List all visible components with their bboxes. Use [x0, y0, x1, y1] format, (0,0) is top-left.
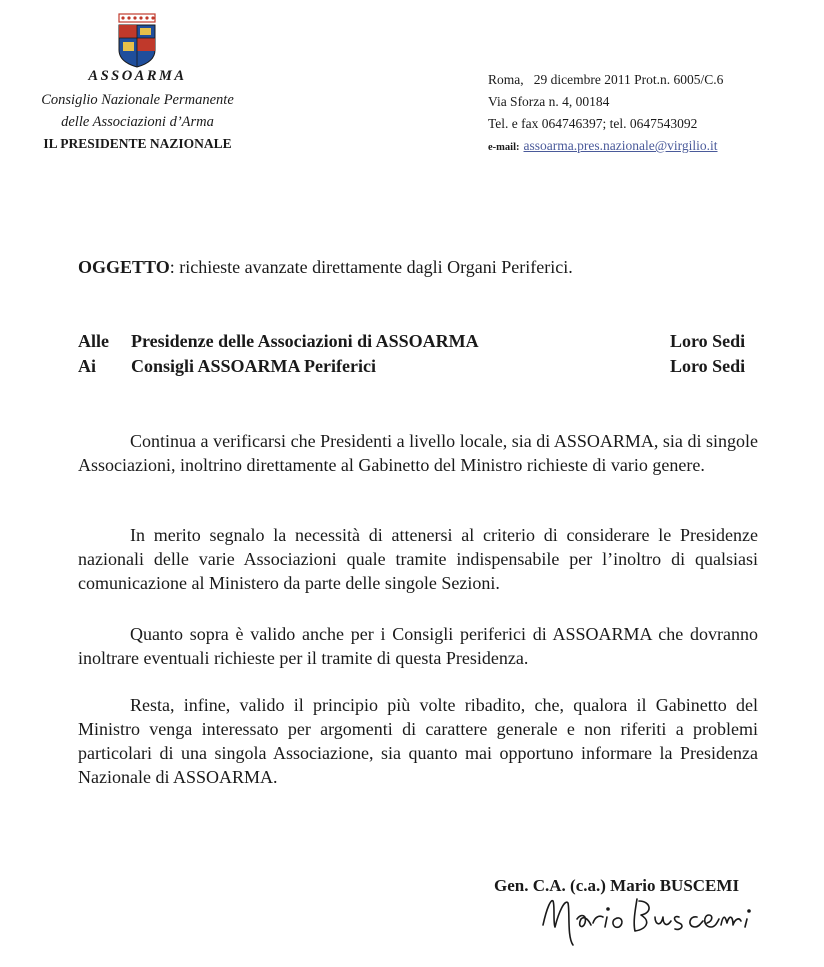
coat-of-arms-icon	[113, 12, 161, 68]
body-paragraph-1: Continua a verificarsi che Presidenti a livello locale, sia di ASSOARMA, sia di singole Associazioni, inoltrino direttamente al Gabinetto del Ministro richieste di vario genere.	[78, 431, 758, 475]
organization-role: IL PRESIDENTE NAZIONALE	[43, 136, 232, 151]
organization-subtitle-2: delle Associazioni d’Arma	[61, 114, 214, 130]
organization-name: ASSOARMA	[88, 68, 187, 84]
recipient-destination: Loro Sedi	[670, 356, 746, 376]
signatory-name: Gen. C.A. (c.a.) Mario BUSCEMI	[494, 876, 740, 895]
body-paragraph-4: Resta, infine, valido il principio più volte ribadito, che, qualora il Gabinetto del Ministro venga interessato per argomenti di carattere generale e non riferiti a problemi particolari di una singola Associazione, sia quanto mai opportuno informare la Presidenza Nazionale di ASSOARMA.	[78, 695, 758, 787]
phone-numbers: Tel. e fax 064746397; tel. 0647543092	[488, 116, 698, 131]
place-date-protocol: Roma, 29 dicembre 2011 Prot.n. 6005/C.6	[488, 72, 724, 87]
organization-subtitle: Consiglio Nazionale Permanente	[41, 92, 234, 108]
subject-label: OGGETTO	[78, 257, 170, 277]
email-link[interactable]: assoarma.pres.nazionale@virgilio.it	[523, 138, 718, 153]
email-label: e-mail:	[488, 142, 520, 153]
handwritten-signature	[535, 885, 775, 950]
email-line	[488, 138, 718, 154]
subject-line	[78, 257, 573, 278]
address: Via Sforza n. 4, 00184	[488, 94, 610, 109]
recipient-name: Consigli ASSOARMA Periferici	[131, 356, 376, 376]
body-paragraph-2: In merito segnalo la necessità di attenersi al criterio di considerare le Presidenze nazionali delle varie Associazioni quale tramite indispensabile per l’inoltro di qualsiasi comunicazione al Ministero da parte delle singole Sezioni.	[78, 525, 758, 593]
body-paragraph-3: Quanto sopra è valido anche per i Consigli periferici di ASSOARMA che dovranno inoltrare eventuali richieste per il tramite di questa Presidenza.	[78, 624, 758, 668]
recipient-prefix: Ai	[78, 356, 96, 376]
recipient-name: Presidenze delle Associazioni di ASSOARMA	[131, 331, 479, 351]
subject-text: : richieste avanzate direttamente dagli Organi Periferici.	[169, 257, 573, 277]
recipient-prefix: Alle	[78, 331, 109, 351]
recipient-destination: Loro Sedi	[670, 331, 746, 351]
